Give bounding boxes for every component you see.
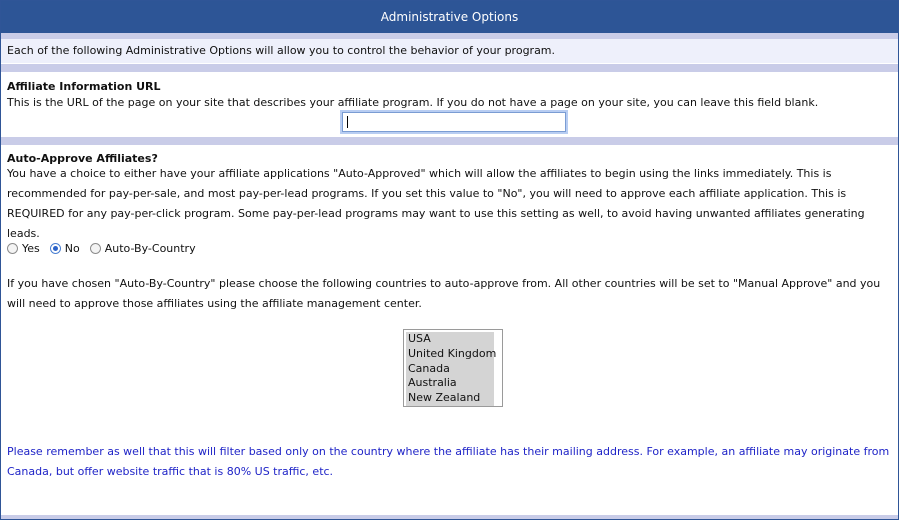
intro-text: Each of the following Administrative Options will allow you to control the behavior of your program. (1, 39, 898, 63)
separator (1, 137, 898, 145)
radio-no[interactable] (50, 243, 61, 254)
auto-approve-description: You have a choice to either have your affiliate applications "Auto-Approved" which will allow the affiliates to begin using the links immediately. This is recommended for pay-per-sale, and most pay-per-lead programs. If you set this value to "No", you will need to approve each affiliate application. This is REQUIRED for any pay-per-click program. Some pay-per-lead programs may want to use this setting as well, to avoid having unwanted affiliates generating leads. (7, 167, 865, 240)
radio-yes[interactable] (7, 243, 18, 254)
panel-title: Administrative Options (1, 1, 898, 33)
radio-option-yes[interactable] (7, 242, 40, 255)
country-section-description: If you have chosen "Auto-By-Country" please choose the following countries to auto-approve from. All other countries will be set to "Manual Approve" and you will need to approve those affiliates using the affiliate management center. (7, 277, 881, 310)
country-option-united-kingdom[interactable]: United Kingdom (408, 346, 497, 360)
country-filter-note: Please remember as well that this will filter based only on the country where the affiliate has their mailing address. For example, an affiliate may originate from Canada, but offer website traffic that is 80% US traffic, etc. (7, 445, 890, 478)
text-caret (347, 116, 348, 128)
separator (1, 515, 898, 520)
radio-auto-by-country[interactable] (90, 243, 101, 254)
country-option-usa[interactable]: USA (408, 332, 431, 345)
affiliate-url-title: Affiliate Information URL (7, 80, 161, 93)
radio-no-label: No (64, 241, 80, 255)
auto-approve-title: Auto-Approve Affiliates? (7, 152, 158, 165)
auto-approve-radio-group (7, 240, 206, 256)
affiliate-url-input[interactable] (342, 112, 566, 132)
country-options (406, 332, 497, 406)
separator (1, 64, 898, 72)
country-option-canada[interactable]: Canada (408, 361, 450, 375)
radio-option-no[interactable] (50, 242, 80, 255)
country-option-new-zealand[interactable]: New Zealand (408, 391, 481, 405)
country-select-list[interactable] (403, 329, 503, 407)
affiliate-url-description: This is the URL of the page on your site that describes your affiliate program. If you do not have a page on your site, you can leave this field blank. (7, 96, 819, 109)
country-option-australia[interactable]: Australia (408, 376, 457, 390)
radio-option-auto-by-country[interactable] (90, 242, 196, 255)
radio-auto-by-country-label: Auto-By-Country (104, 241, 196, 255)
radio-yes-label: Yes (22, 241, 40, 255)
